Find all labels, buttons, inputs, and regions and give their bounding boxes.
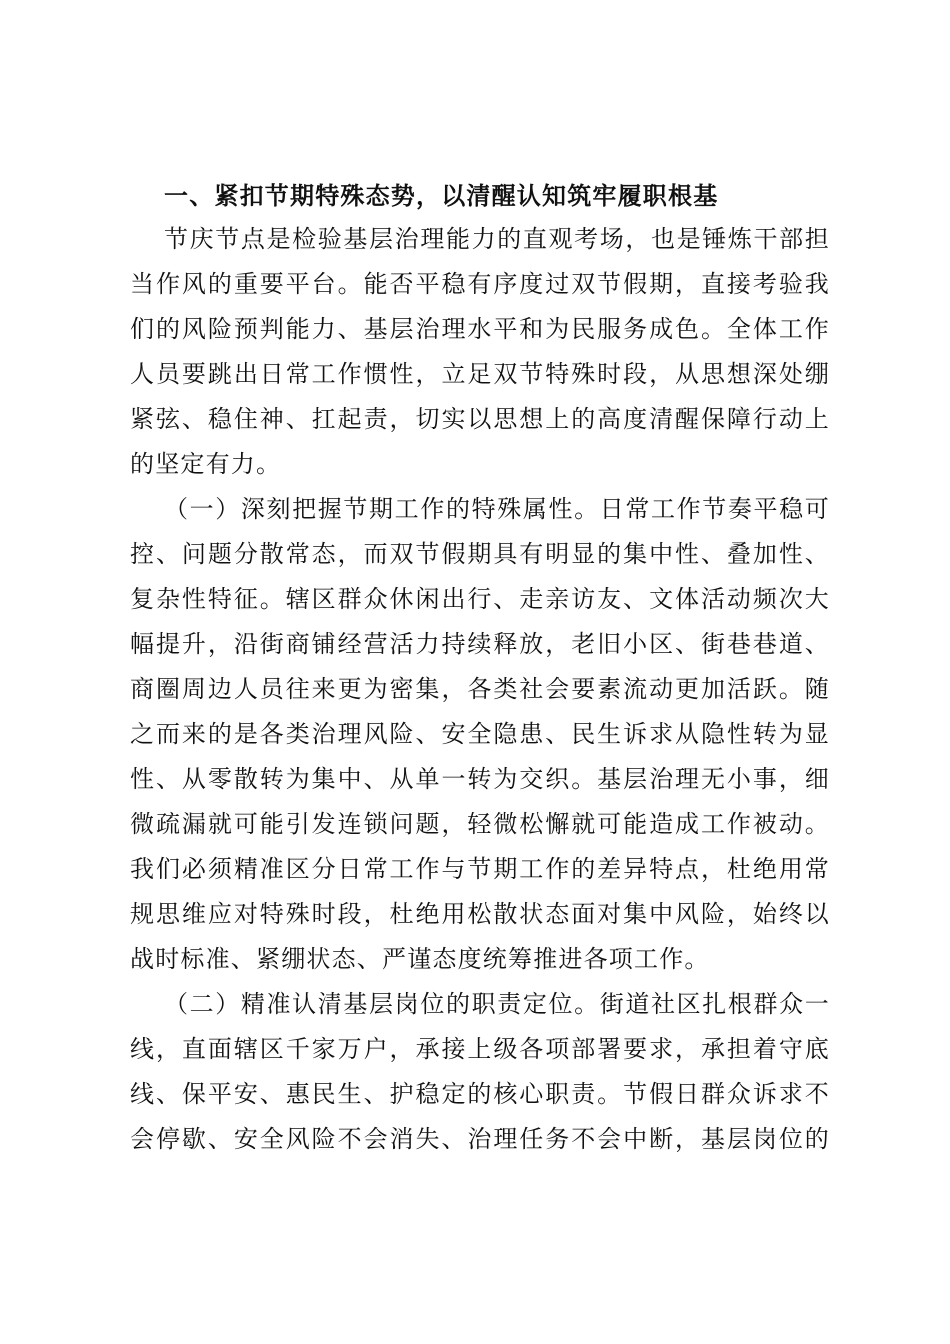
paragraph-line: 们的风险预判能力、基层治理水平和为民服务成色。全体工作 <box>130 315 830 343</box>
paragraph-line: 微疏漏就可能引发连锁问题，轻微松懈就可能造成工作被动。 <box>130 810 830 838</box>
paragraph-line: 节庆节点是检验基层治理能力的直观考场，也是锤炼干部担 <box>164 225 830 253</box>
paragraph-3 <box>130 982 830 1162</box>
paragraph-line: 规思维应对特殊时段，杜绝用松散状态面对集中风险，始终以 <box>130 900 830 928</box>
paragraph-line: （二）精准认清基层岗位的职责定位。街道社区扎根群众一 <box>164 990 830 1018</box>
paragraph-line: 我们必须精准区分日常工作与节期工作的差异特点，杜绝用常 <box>130 855 830 883</box>
paragraph-line: 人员要跳出日常工作惯性，立足双节特殊时段，从思想深处绷 <box>130 360 830 388</box>
paragraph-line: 会停歇、安全风险不会消失、治理任务不会中断，基层岗位的 <box>130 1125 830 1153</box>
paragraph-1 <box>130 217 830 487</box>
paragraph-line: 当作风的重要平台。能否平稳有序度过双节假期，直接考验我 <box>130 270 830 298</box>
paragraph-line: 线、保平安、惠民生、护稳定的核心职责。节假日群众诉求不 <box>130 1080 830 1108</box>
paragraph-line: 控、问题分散常态，而双节假期具有明显的集中性、叠加性、 <box>130 540 830 568</box>
paragraph-line: （一）深刻把握节期工作的特殊属性。日常工作节奏平稳可 <box>164 495 830 523</box>
paragraph-line: 的坚定有力。 <box>130 450 282 478</box>
paragraph-line: 商圈周边人员往来更为密集，各类社会要素流动更加活跃。随 <box>130 675 830 703</box>
paragraph-line: 战时标准、紧绷状态、严谨态度统筹推进各项工作。 <box>130 945 710 973</box>
paragraph-line: 幅提升，沿街商铺经营活力持续释放，老旧小区、街巷巷道、 <box>130 630 830 658</box>
section-heading: 一、紧扣节期特殊态势，以清醒认知筑牢履职根基 <box>164 182 719 210</box>
paragraph-line: 性、从零散转为集中、从单一转为交织。基层治理无小事，细 <box>130 765 830 793</box>
paragraph-line: 线，直面辖区千家万户，承接上级各项部署要求，承担着守底 <box>130 1035 830 1063</box>
paragraph-line: 之而来的是各类治理风险、安全隐患、民生诉求从隐性转为显 <box>130 720 830 748</box>
paragraph-line: 复杂性特征。辖区群众休闲出行、走亲访友、文体活动频次大 <box>130 585 830 613</box>
document-body <box>130 175 830 1162</box>
paragraph-line: 紧弦、稳住神、扛起责，切实以思想上的高度清醒保障行动上 <box>130 405 830 433</box>
paragraph-2 <box>130 487 830 982</box>
